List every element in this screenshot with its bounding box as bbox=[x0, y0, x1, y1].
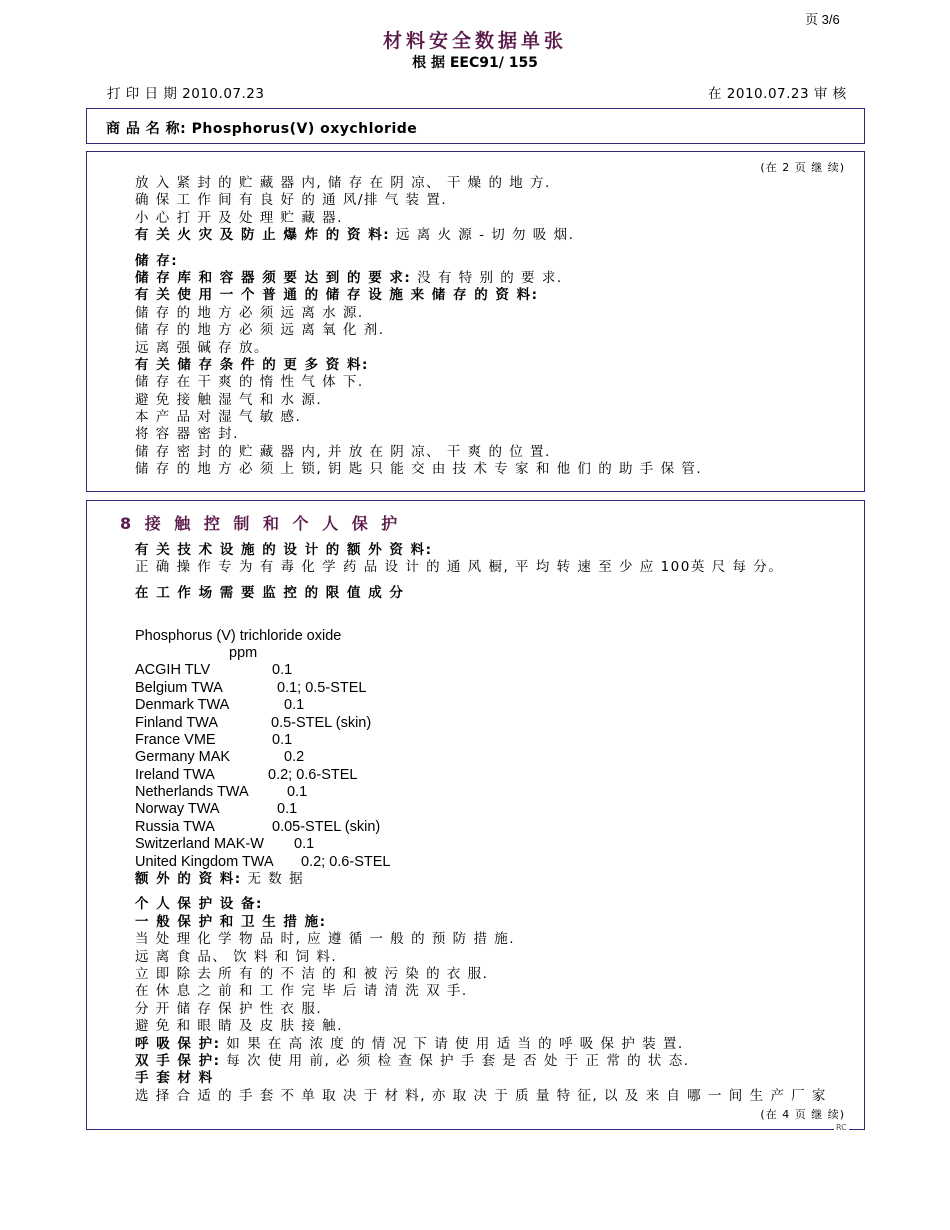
limit-value: 0.2 bbox=[284, 749, 305, 766]
line-text: 在 休 息 之 前 和 工 作 完 毕 后 请 清 洗 双 手. bbox=[135, 983, 468, 1000]
limit-label: Germany MAK bbox=[135, 749, 231, 766]
limit-row bbox=[135, 680, 827, 697]
print-date: 打 印 日 期 2010.07.23 bbox=[107, 86, 265, 102]
text-line bbox=[135, 253, 702, 270]
product-name bbox=[106, 118, 417, 138]
unit-label: ppm bbox=[229, 644, 258, 661]
text-line bbox=[135, 426, 702, 443]
line-text: 远 离 火 源 - 切 勿 吸 烟. bbox=[390, 227, 575, 244]
line-heading: 一 般 保 护 和 卫 生 措 施: bbox=[135, 913, 327, 930]
limit-row bbox=[135, 767, 827, 784]
limit-label: Russia TWA bbox=[135, 818, 215, 835]
line-heading: 手 套 材 料 bbox=[135, 1070, 214, 1087]
text-line bbox=[135, 914, 827, 931]
product-label: 商 品 名 称: bbox=[106, 121, 187, 137]
line-text: 避 免 和 眼 睛 及 皮 肤 接 触. bbox=[135, 1018, 343, 1035]
product-value: Phosphorus(V) oxychloride bbox=[186, 121, 418, 137]
document-subtitle: 根 据 EEC91/ 155 bbox=[412, 55, 538, 71]
line-text: 放 入 紧 封 的 贮 藏 器 内, 储 存 在 阴 凉、 干 燥 的 地 方. bbox=[135, 175, 551, 191]
line-text: 当 处 理 化 学 物 品 时, 应 遵 循 一 般 的 预 防 措 施. bbox=[135, 931, 516, 948]
continued-to-note: (在 4 页 继 续) bbox=[760, 1108, 845, 1121]
line-heading: 个 人 保 护 设 备: bbox=[135, 896, 263, 913]
limit-label: Netherlands TWA bbox=[135, 784, 249, 801]
section-8-content bbox=[135, 542, 827, 1105]
line-heading: 储 存: bbox=[135, 252, 179, 269]
line-heading: 储 存 库 和 容 器 须 要 达 到 的 要 求: bbox=[135, 269, 412, 286]
limit-heading: 在 工 作 场 需 要 监 控 的 限 值 成 分 bbox=[135, 584, 405, 601]
line-text: 储 存 的 地 方 必 须 远 离 水 源. bbox=[135, 304, 364, 321]
limit-label: Switzerland MAK-W bbox=[135, 836, 264, 853]
text-line bbox=[135, 175, 702, 192]
text-line bbox=[135, 340, 702, 357]
limit-label: United Kingdom TWA bbox=[135, 853, 274, 870]
text-line bbox=[135, 1053, 827, 1070]
line-text: 没 有 特 别 的 要 求. bbox=[411, 269, 563, 286]
limit-value: 0.5-STEL (skin) bbox=[271, 714, 372, 731]
storage-lines bbox=[135, 253, 702, 479]
limit-row bbox=[135, 697, 827, 714]
design-heading: 有 关 技 术 设 施 的 设 计 的 额 外 资 料: bbox=[135, 542, 433, 558]
line-text: 小 心 打 开 及 处 理 贮 藏 器. bbox=[135, 209, 343, 226]
limit-row bbox=[135, 784, 827, 801]
line-text: 本 产 品 对 湿 气 敏 感. bbox=[135, 409, 302, 426]
line-text: 远 离 食 品、 饮 料 和 饲 料. bbox=[135, 948, 338, 965]
limit-row bbox=[135, 819, 827, 836]
review-date: 在 2010.07.23 审 核 bbox=[708, 86, 847, 102]
limit-label: Finland TWA bbox=[135, 714, 218, 731]
storage-section bbox=[86, 151, 865, 492]
text-line bbox=[135, 409, 702, 426]
line-text: 确 保 工 作 间 有 良 好 的 通 风/排 气 装 置. bbox=[135, 192, 448, 209]
page-number: 页 3/6 bbox=[805, 12, 840, 27]
line-text: 分 开 储 存 保 护 性 衣 服. bbox=[135, 1000, 323, 1017]
line-text: 选 择 合 适 的 手 套 不 单 取 决 于 材 料, 亦 取 决 于 质 量 特 征, 以 及 来 自 哪 一 间 生 产 厂 家 bbox=[135, 1087, 827, 1104]
section-8 bbox=[86, 500, 865, 1130]
limit-value: 0.1 bbox=[294, 836, 315, 853]
text-line bbox=[135, 305, 702, 322]
text-line bbox=[135, 896, 827, 913]
line-text: 每 次 使 用 前, 必 须 检 查 保 护 手 套 是 否 处 于 正 常 的 状 态. bbox=[220, 1052, 690, 1069]
design-text: 正 确 操 作 专 为 有 毒 化 学 药 品 设 计 的 通 风 橱, 平 均 转 速 至 少 应 100英 尺 每 分。 bbox=[135, 559, 784, 576]
extra-label: 额 外 的 资 料: bbox=[135, 871, 242, 888]
limit-label: ACGIH TLV bbox=[135, 662, 211, 679]
text-line bbox=[135, 322, 702, 339]
line-heading: 双 手 保 护: bbox=[135, 1052, 221, 1069]
text-line bbox=[135, 287, 702, 304]
limit-label: Belgium TWA bbox=[135, 679, 223, 696]
limit-value: 0.05-STEL (skin) bbox=[272, 818, 381, 835]
line-text: 储 存 密 封 的 贮 藏 器 内, 并 放 在 阴 凉、 干 爽 的 位 置. bbox=[135, 443, 551, 460]
limit-value: 0.2; 0.6-STEL bbox=[268, 766, 358, 783]
limit-row bbox=[135, 749, 827, 766]
limit-row bbox=[135, 715, 827, 732]
section-8-title: 8 接 触 控 制 和 个 人 保 护 bbox=[120, 514, 402, 533]
text-line bbox=[135, 374, 702, 391]
text-line bbox=[135, 270, 702, 287]
text-line bbox=[135, 949, 827, 966]
storage-content bbox=[135, 175, 702, 479]
limit-value: 0.1; 0.5-STEL bbox=[277, 679, 367, 696]
text-line bbox=[135, 1088, 827, 1105]
substance-name: Phosphorus (V) trichloride oxide bbox=[135, 627, 342, 644]
product-name-box bbox=[86, 108, 865, 144]
line-text: 如 果 在 高 浓 度 的 情 况 下 请 使 用 适 当 的 呼 吸 保 护 装 置. bbox=[220, 1035, 684, 1052]
limit-label: France VME bbox=[135, 731, 216, 748]
text-line bbox=[135, 444, 702, 461]
line-heading: 有 关 使 用 一 个 普 通 的 储 存 设 施 来 储 存 的 资 料: bbox=[135, 287, 539, 304]
line-heading: 有 关 储 存 条 件 的 更 多 资 料: bbox=[135, 356, 369, 373]
limits-table bbox=[135, 662, 827, 871]
limit-label: Denmark TWA bbox=[135, 697, 230, 714]
handling-lines bbox=[135, 175, 702, 245]
limit-row bbox=[135, 801, 827, 818]
line-text: 储 存 的 地 方 必 须 远 离 氧 化 剂. bbox=[135, 322, 385, 339]
line-heading: 呼 吸 保 护: bbox=[135, 1035, 221, 1052]
line-text: 避 免 接 触 湿 气 和 水 源. bbox=[135, 391, 323, 408]
text-line bbox=[135, 1001, 827, 1018]
continued-from-note: (在 2 页 继 续) bbox=[760, 161, 845, 174]
text-line bbox=[135, 357, 702, 374]
ppe-lines bbox=[135, 896, 827, 1105]
limit-row bbox=[135, 836, 827, 853]
limit-row bbox=[135, 662, 827, 679]
limit-row bbox=[135, 854, 827, 871]
limit-value: 0.1 bbox=[272, 731, 293, 748]
line-text: 将 容 器 密 封. bbox=[135, 426, 239, 443]
line-text: 立 即 除 去 所 有 的 不 洁 的 和 被 污 染 的 衣 服. bbox=[135, 965, 489, 982]
limit-row bbox=[135, 732, 827, 749]
text-line bbox=[135, 210, 702, 227]
text-line bbox=[135, 1036, 827, 1053]
limit-value: 0.1 bbox=[287, 784, 308, 801]
text-line bbox=[135, 392, 702, 409]
footer-mark: RC bbox=[836, 1123, 847, 1132]
document-title: 材料安全数据单张 bbox=[382, 30, 567, 52]
line-text: 储 存 在 干 爽 的 惰 性 气 体 下. bbox=[135, 374, 364, 391]
text-line bbox=[135, 1070, 827, 1087]
line-text: 储 存 的 地 方 必 须 上 锁, 钥 匙 只 能 交 由 技 术 专 家 和 他 们 的 助 手 保 管. bbox=[135, 461, 703, 478]
limit-label: Ireland TWA bbox=[135, 766, 215, 783]
limit-label: Norway TWA bbox=[135, 801, 220, 818]
text-line bbox=[135, 931, 827, 948]
text-line bbox=[135, 966, 827, 983]
text-line bbox=[135, 983, 827, 1000]
limit-value: 0.2; 0.6-STEL bbox=[301, 853, 391, 870]
limit-value: 0.1 bbox=[277, 801, 298, 818]
text-line bbox=[135, 227, 702, 244]
text-line bbox=[135, 1018, 827, 1035]
limit-value: 0.1 bbox=[284, 697, 305, 714]
line-heading: 有 关 火 灾 及 防 止 爆 炸 的 资 料: bbox=[135, 227, 391, 244]
line-text: 远 离 强 碱 存 放。 bbox=[135, 339, 269, 356]
limit-value: 0.1 bbox=[272, 662, 293, 679]
extra-info bbox=[135, 871, 827, 888]
extra-value: 无 数 据 bbox=[241, 871, 305, 888]
text-line bbox=[135, 461, 702, 478]
text-line bbox=[135, 192, 702, 209]
